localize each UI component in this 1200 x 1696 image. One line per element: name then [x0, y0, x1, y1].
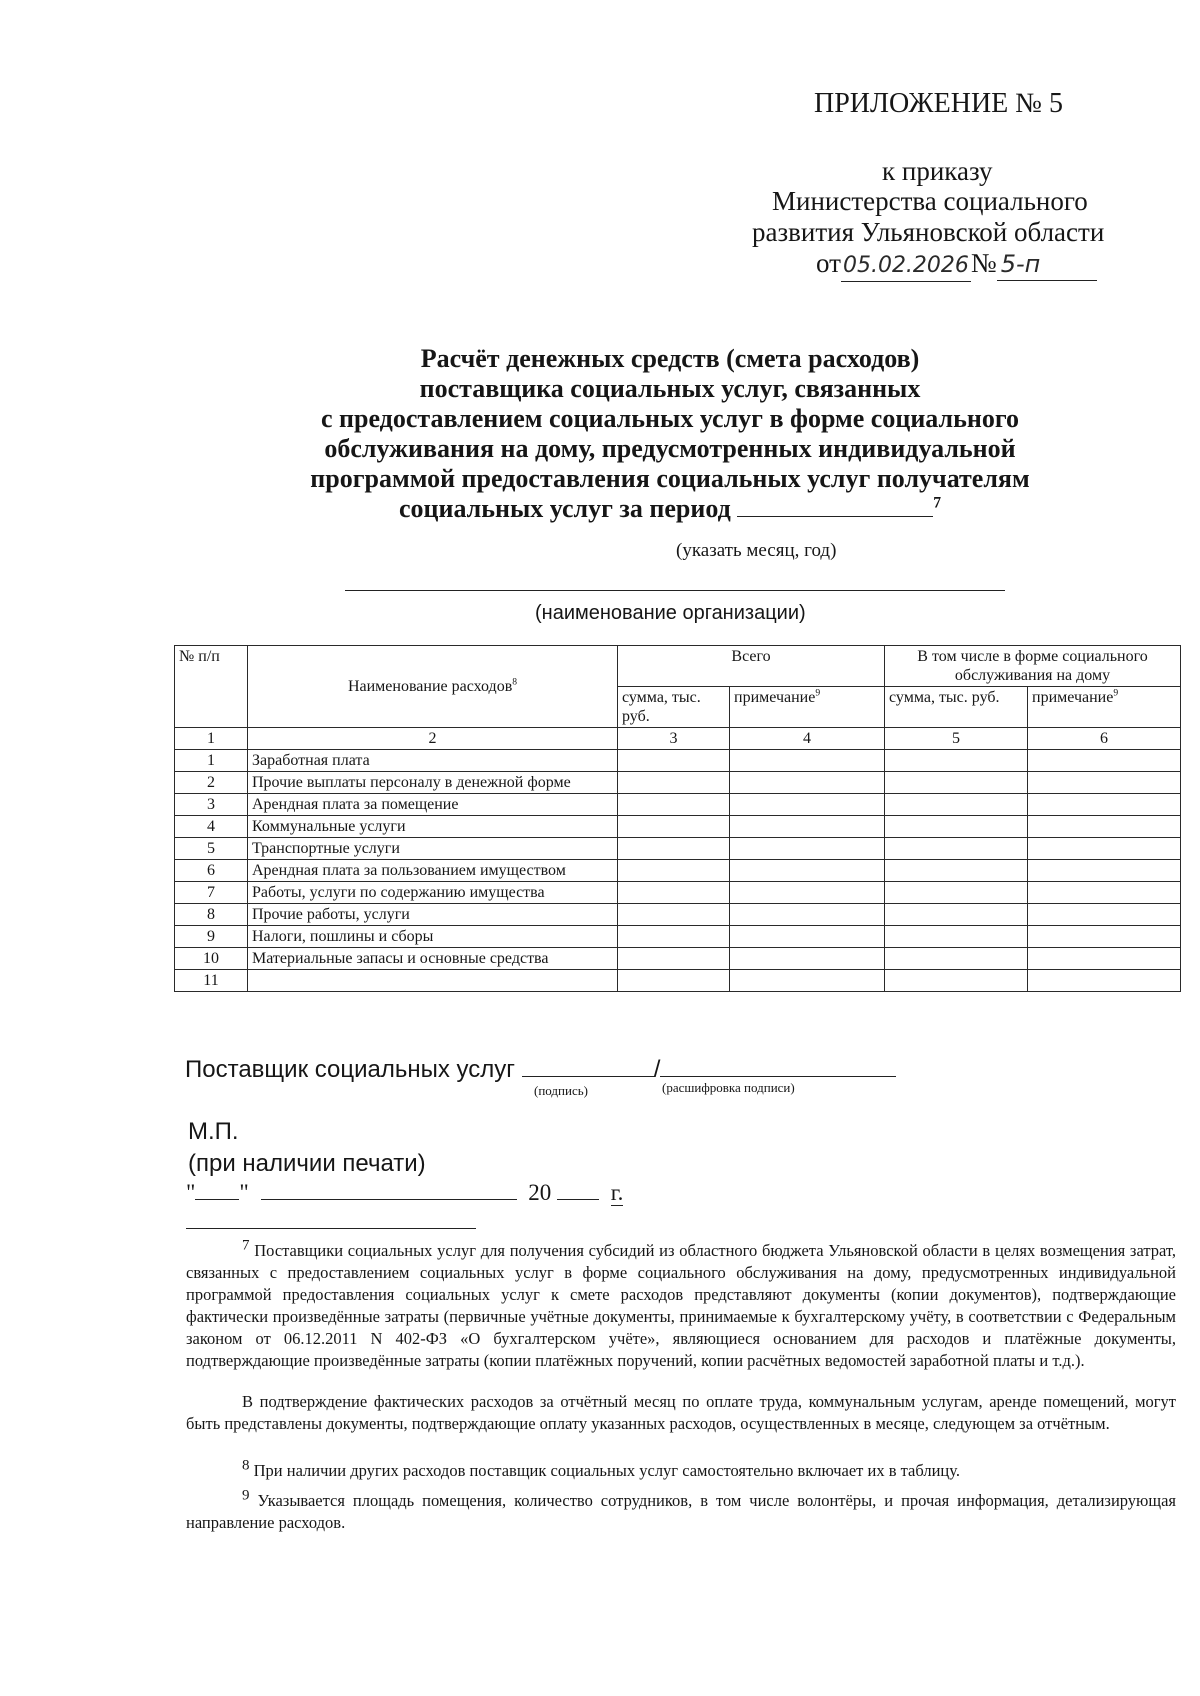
value-cell[interactable] [1028, 926, 1181, 948]
col-num: 4 [730, 728, 885, 750]
day-blank [195, 1181, 239, 1200]
stamp-label: М.П. [188, 1118, 239, 1145]
row-number: 1 [175, 750, 248, 772]
table-row [175, 904, 1181, 926]
header-line-1: к приказу [882, 156, 993, 186]
title-line-6 [250, 494, 1090, 524]
row-number: 3 [175, 794, 248, 816]
value-cell[interactable] [1028, 904, 1181, 926]
header-note-home: примечание$^9$ [1028, 687, 1181, 728]
expense-rows [175, 750, 1181, 992]
row-number: 8 [175, 904, 248, 926]
expense-name: Арендная плата за пользованием имуществом [248, 860, 618, 882]
footnote-num-9: 9 [242, 1487, 250, 1504]
expense-name: Работы, услуги по содержанию имущества [248, 882, 618, 904]
header-note-total: примечание$^9$ [730, 687, 885, 728]
order-date: 05.02.2026 [841, 250, 971, 282]
table-row [175, 816, 1181, 838]
year-suffix: г. [610, 1180, 624, 1205]
value-cell[interactable] [885, 860, 1028, 882]
expense-name: Прочие выплаты персоналу в денежной форме [248, 772, 618, 794]
value-cell[interactable] [885, 838, 1028, 860]
value-cell[interactable] [618, 882, 730, 904]
period-blank [737, 494, 933, 517]
close-quote: " [239, 1180, 249, 1205]
expense-table [174, 645, 1181, 992]
header-num: № п/п [175, 646, 248, 728]
header-line-3: развития Ульяновской области [752, 217, 1105, 247]
value-cell[interactable] [885, 882, 1028, 904]
row-number: 2 [175, 772, 248, 794]
number-prefix: № [970, 248, 997, 278]
header-name [248, 646, 618, 728]
sign-hint: (подпись) [534, 1083, 588, 1098]
value-cell[interactable] [730, 948, 885, 970]
value-cell[interactable] [730, 816, 885, 838]
value-cell[interactable] [618, 948, 730, 970]
signature-slash: / [653, 1056, 661, 1083]
value-cell[interactable] [1028, 750, 1181, 772]
value-cell[interactable] [730, 904, 885, 926]
col-num: 1 [175, 728, 248, 750]
table-row [175, 926, 1181, 948]
value-cell[interactable] [885, 926, 1028, 948]
value-cell[interactable] [1028, 860, 1181, 882]
date-fill-line [186, 1180, 623, 1206]
footnote-7b-text: В подтверждение фактических расходов за отчётный месяц по оплате труда, коммунальным услугам, аренде помещений, могут быть представлены документы, подтверждающие оплату указанных расходов, осуществленных в месяце, следующем за отчётным. [186, 1392, 1176, 1433]
org-hint: (наименование организации) [535, 602, 806, 624]
footnote-8 [186, 1457, 1176, 1482]
value-cell[interactable] [885, 970, 1028, 992]
year-prefix: 20 [528, 1180, 552, 1205]
value-cell[interactable] [730, 772, 885, 794]
value-cell[interactable] [730, 750, 885, 772]
title-line-5: программой предоставления социальных услуг получателям [310, 464, 1030, 493]
footnote-9-text: Указывается площадь помещения, количество сотрудников, в том числе волонтёры, и прочая информация, детализирующая направление расходов. [186, 1491, 1177, 1532]
footnote-7b [186, 1391, 1176, 1435]
expense-name: Транспортные услуги [248, 838, 618, 860]
month-blank [261, 1181, 517, 1200]
value-cell[interactable] [1028, 838, 1181, 860]
value-cell[interactable] [885, 794, 1028, 816]
row-number: 7 [175, 882, 248, 904]
value-cell[interactable] [730, 794, 885, 816]
header-total: Всего [618, 646, 885, 687]
table-row [175, 794, 1181, 816]
col-num: 5 [885, 728, 1028, 750]
value-cell[interactable] [618, 970, 730, 992]
value-cell[interactable] [618, 904, 730, 926]
value-cell[interactable] [618, 860, 730, 882]
header-name-label: Наименование расходов [347, 678, 513, 695]
year-blank [557, 1181, 599, 1200]
value-cell[interactable] [618, 750, 730, 772]
document-title [250, 344, 1090, 524]
table-row [175, 948, 1181, 970]
value-cell[interactable] [885, 816, 1028, 838]
order-number: 5-п [997, 249, 1097, 281]
value-cell[interactable] [1028, 816, 1181, 838]
value-cell[interactable] [885, 948, 1028, 970]
title-period-label: социальных услуг за период [398, 494, 731, 523]
row-number: 6 [175, 860, 248, 882]
row-number: 4 [175, 816, 248, 838]
title-line-1: Расчёт денежных средств (смета расходов) [420, 344, 920, 373]
value-cell[interactable] [885, 772, 1028, 794]
open-quote: " [186, 1180, 196, 1205]
footnote-num-7: 7 [242, 1237, 250, 1254]
value-cell[interactable] [730, 970, 885, 992]
table-row [175, 838, 1181, 860]
title-line-2: поставщика социальных услуг, связанных [419, 374, 921, 403]
row-number: 11 [175, 970, 248, 992]
table-header-row [175, 646, 1181, 687]
decode-blank [660, 1058, 896, 1077]
value-cell[interactable] [1028, 794, 1181, 816]
col-num: 3 [618, 728, 730, 750]
footnote-8-text: При наличии других расходов поставщик социальных услуг самостоятельно включает их в таблицу. [253, 1461, 960, 1480]
table-row [175, 882, 1181, 904]
value-cell[interactable] [1028, 882, 1181, 904]
decode-hint: (расшифровка подписи) [662, 1080, 795, 1095]
title-line-3: с предоставлением социальных услуг в форме социального [320, 404, 1020, 433]
table-row [175, 860, 1181, 882]
value-cell[interactable] [730, 860, 885, 882]
value-cell[interactable] [730, 838, 885, 860]
expense-name: Налоги, пошлины и сборы [248, 926, 618, 948]
footnote-separator [186, 1228, 476, 1229]
footnote-ref-9b: 9 [1113, 687, 1119, 699]
title-line-4: обслуживания на дому, предусмотренных индивидуальной [324, 434, 1016, 463]
value-cell[interactable] [1028, 948, 1181, 970]
col-num: 6 [1028, 728, 1181, 750]
footnote-7 [186, 1237, 1177, 1372]
footnote-num-8: 8 [242, 1457, 250, 1474]
header-sum-home: сумма, тыс. руб. [885, 687, 1028, 728]
expense-name: Арендная плата за помещение [248, 794, 618, 816]
appendix-title: ПРИЛОЖЕНИЕ № 5 [814, 88, 1063, 119]
value-cell[interactable] [618, 772, 730, 794]
value-cell[interactable] [730, 926, 885, 948]
stamp-hint: (при наличии печати) [188, 1150, 426, 1177]
value-cell[interactable] [730, 882, 885, 904]
value-cell[interactable] [885, 904, 1028, 926]
expense-name: Материальные запасы и основные средства [248, 948, 618, 970]
value-cell[interactable] [1028, 772, 1181, 794]
value-cell[interactable] [618, 816, 730, 838]
value-cell[interactable] [1028, 970, 1181, 992]
supplier-label: Поставщик социальных услуг [185, 1056, 516, 1083]
table-row [175, 970, 1181, 992]
expense-name: Коммунальные услуги [248, 816, 618, 838]
column-number-row [175, 728, 1181, 750]
header-sum-total: сумма, тыс. руб. [618, 687, 730, 728]
expense-name: Заработная плата [248, 750, 618, 772]
row-number: 5 [175, 838, 248, 860]
col-num: 2 [248, 728, 618, 750]
value-cell[interactable] [618, 794, 730, 816]
signature-blank [522, 1058, 654, 1077]
period-hint: (указать месяц, год) [676, 540, 837, 561]
value-cell[interactable] [618, 838, 730, 860]
order-date-line [816, 248, 1097, 282]
value-cell[interactable] [885, 750, 1028, 772]
footnote-9 [186, 1487, 1177, 1534]
footnote-ref-7: 7 [933, 494, 942, 512]
footnote-7-text: Поставщики социальных услуг для получения субсидий из областного бюджета Ульяновской области в целях возмещения затрат, связанных с предоставлением социальных услуг в форме социального обслуживания на дому, предусмотренных индивидуальной программой предоставления социальных услуг к смете расходов представляют документы (копии документов), подтверждающие фактически произведённые затраты (первичные учётные документы, принимаемые к бухгалтерскому учёту, в соответствии с Федеральным законом от 06.12.2011 N 402-ФЗ «О бухгалтерском учёте», являющиеся основанием для расходов и платёжные документы, подтверждающие произведённые затраты (копии платёжных поручений, копии расчётных ведомостей заработной платы и т.д.). [186, 1241, 1177, 1370]
row-number: 10 [175, 948, 248, 970]
footnote-ref-9: 9 [815, 687, 821, 699]
date-prefix: от [816, 248, 841, 278]
table-row [175, 772, 1181, 794]
expense-name: Прочие работы, услуги [248, 904, 618, 926]
table-row [175, 750, 1181, 772]
row-number: 9 [175, 926, 248, 948]
expense-name [248, 970, 618, 992]
footnote-ref-8: 8 [512, 676, 518, 688]
value-cell[interactable] [618, 926, 730, 948]
org-line [345, 590, 1005, 591]
header-line-2: Министерства социального [772, 186, 1088, 216]
header-home: В том числе в форме социального обслуживания на дому [885, 646, 1181, 687]
